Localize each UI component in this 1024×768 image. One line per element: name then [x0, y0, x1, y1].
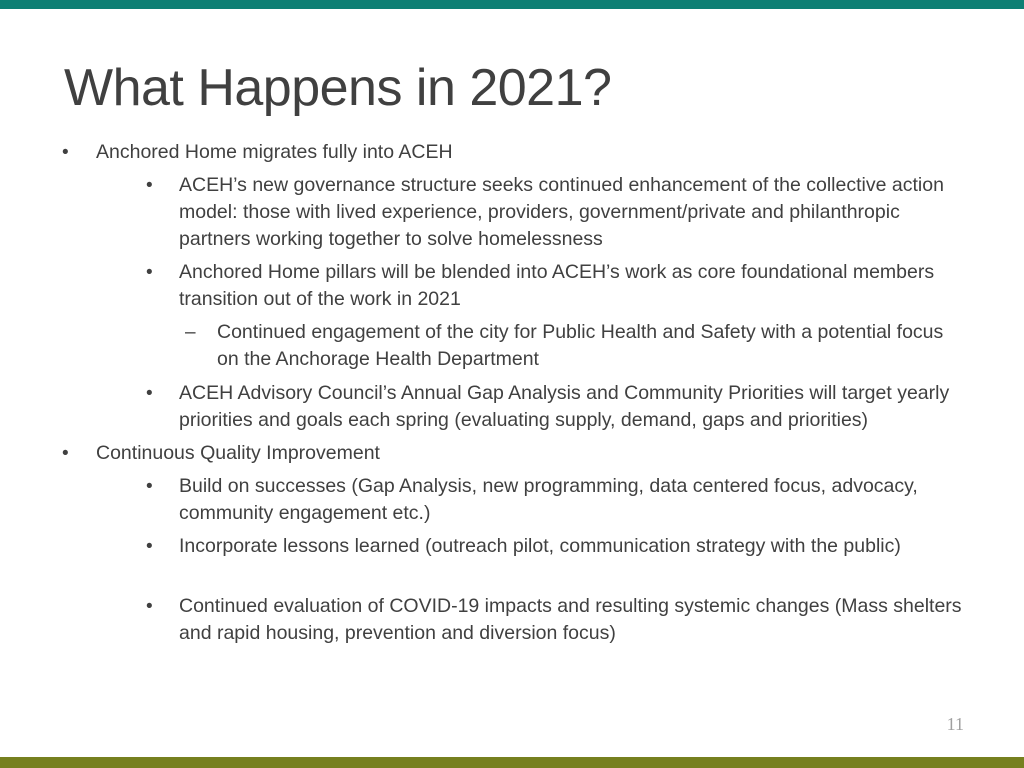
bullet-icon: •	[146, 262, 153, 283]
list-item-text: Continued engagement of the city for Public Health and Safety with a potential focus on the Anchorage Health Department	[217, 321, 944, 370]
page-number: 11	[946, 714, 964, 734]
list-item-text: Continued evaluation of COVID-19 impacts and resulting systemic changes (Mass shelters and rapid housing, prevention and diversion focus)	[179, 595, 962, 644]
list-item	[146, 259, 969, 313]
list-item	[146, 172, 969, 253]
bullet-icon: •	[62, 142, 69, 163]
bottom-accent-bar	[0, 757, 1024, 768]
list-item-text: Build on successes (Gap Analysis, new programming, data centered focus, advocacy, community engagement etc.)	[179, 475, 918, 524]
list-item	[146, 380, 969, 434]
bullet-icon: •	[146, 596, 153, 617]
list-item	[62, 139, 976, 166]
bullet-icon: •	[62, 443, 69, 464]
bullet-icon: •	[146, 536, 153, 557]
dash-icon: –	[185, 322, 196, 343]
list-item-text: Incorporate lessons learned (outreach pilot, communication strategy with the public)	[179, 535, 901, 557]
list-item-text: ACEH Advisory Council’s Annual Gap Analysis and Community Priorities will target yearly priorities and goals each spring (evaluating supply, demand, gaps and priorities)	[179, 382, 950, 431]
list-item	[146, 593, 969, 647]
list-item	[146, 473, 969, 527]
bullet-icon: •	[146, 383, 153, 404]
list-item	[185, 319, 967, 373]
list-item-text: Anchored Home pillars will be blended into ACEH’s work as core foundational members transition out of the work in 2021	[179, 261, 935, 310]
list-item-text: Continuous Quality Improvement	[96, 442, 380, 464]
bullet-icon: •	[146, 175, 153, 196]
slide-title: What Happens in 2021?	[64, 59, 612, 117]
list-item-text: ACEH’s new governance structure seeks continued enhancement of the collective action model: those with lived experience, providers, government/private and philanthropic partners working together to solve homelessness	[179, 174, 944, 250]
list-item	[146, 533, 969, 560]
list-item	[62, 440, 976, 467]
bullet-icon: •	[146, 476, 153, 497]
list-item-text: Anchored Home migrates fully into ACEH	[96, 141, 453, 163]
